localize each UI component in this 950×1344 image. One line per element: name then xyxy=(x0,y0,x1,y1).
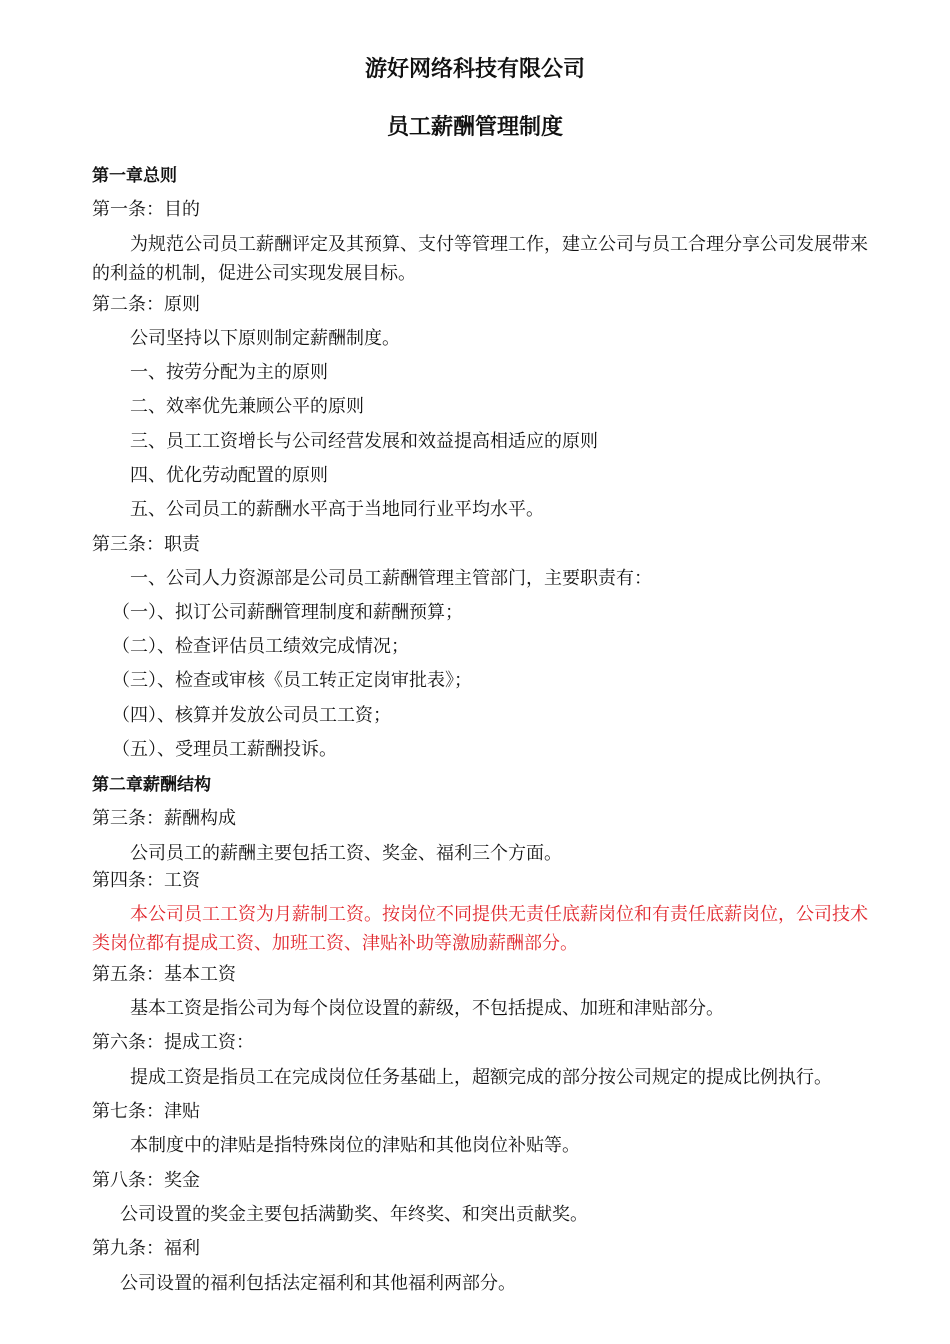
article-7-label: 第七条：津贴 xyxy=(92,1101,200,1122)
article-6-text: 提成工资是指员工在完成岗位任务基础上，超额完成的部分按公司规定的提成比例执行。 xyxy=(130,1067,832,1088)
article-composition-text: 公司员工的薪酬主要包括工资、奖金、福利三个方面。 xyxy=(130,843,562,864)
article-3-intro: 一、公司人力资源部是公司员工薪酬管理主管部门，主要职责有： xyxy=(130,568,652,589)
article-composition-label: 第三条：薪酬构成 xyxy=(92,808,236,829)
article-9-label: 第九条：福利 xyxy=(92,1238,200,1259)
article-3-label: 第三条：职责 xyxy=(92,534,200,555)
duty-item: （三）、检查或审核《员工转正定岗审批表》； xyxy=(112,670,472,691)
company-name: 游好网络科技有限公司 xyxy=(364,57,585,82)
article-1-label: 第一条：目的 xyxy=(92,199,200,220)
article-8-text: 公司设置的奖金主要包括满勤奖、年终奖、和突出贡献奖。 xyxy=(120,1204,588,1225)
principle-item: 三、员工工资增长与公司经营发展和效益提高相适应的原则 xyxy=(130,431,598,452)
article-4-label: 第四条：工资 xyxy=(92,870,200,891)
article-2-intro: 公司坚持以下原则制定薪酬制度。 xyxy=(130,328,400,349)
article-4-text: 本公司员工工资为月薪制工资。按岗位不同提供无责任底薪岗位和有责任底薪岗位，公司技术类岗位都有提成工资、加班工资、津贴补助等激励薪酬部分。 xyxy=(92,904,868,954)
article-5-text: 基本工资是指公司为每个岗位设置的薪级，不包括提成、加班和津贴部分。 xyxy=(130,998,724,1019)
principle-item: 一、按劳分配为主的原则 xyxy=(130,362,328,383)
chapter-1-heading: 第一章总则 xyxy=(92,166,177,186)
article-2-label: 第二条：原则 xyxy=(92,294,200,315)
duty-item: （二）、检查评估员工绩效完成情况； xyxy=(112,636,409,657)
principle-item: 二、效率优先兼顾公平的原则 xyxy=(130,396,364,417)
duty-item: （一）、拟订公司薪酬管理制度和薪酬预算； xyxy=(112,602,463,623)
article-5-label: 第五条：基本工资 xyxy=(92,964,236,985)
principle-item: 四、优化劳动配置的原则 xyxy=(130,465,328,486)
principle-item: 五、公司员工的薪酬水平高于当地同行业平均水平。 xyxy=(130,499,544,520)
duty-item: （四）、核算并发放公司员工工资； xyxy=(112,705,391,726)
article-7-text: 本制度中的津贴是指特殊岗位的津贴和其他岗位补贴等。 xyxy=(130,1135,580,1156)
article-9-text: 公司设置的福利包括法定福利和其他福利两部分。 xyxy=(120,1273,516,1294)
duty-item: （五）、受理员工薪酬投诉。 xyxy=(112,739,337,760)
article-1-text: 为规范公司员工薪酬评定及其预算、支付等管理工作，建立公司与员工合理分享公司发展带来的利益的机制，促进公司实现发展目标。 xyxy=(92,234,868,284)
article-8-label: 第八条：奖金 xyxy=(92,1170,200,1191)
article-6-label: 第六条：提成工资： xyxy=(92,1032,254,1053)
chapter-2-heading: 第二章薪酬结构 xyxy=(92,775,211,795)
document-title: 员工薪酬管理制度 xyxy=(386,115,563,140)
